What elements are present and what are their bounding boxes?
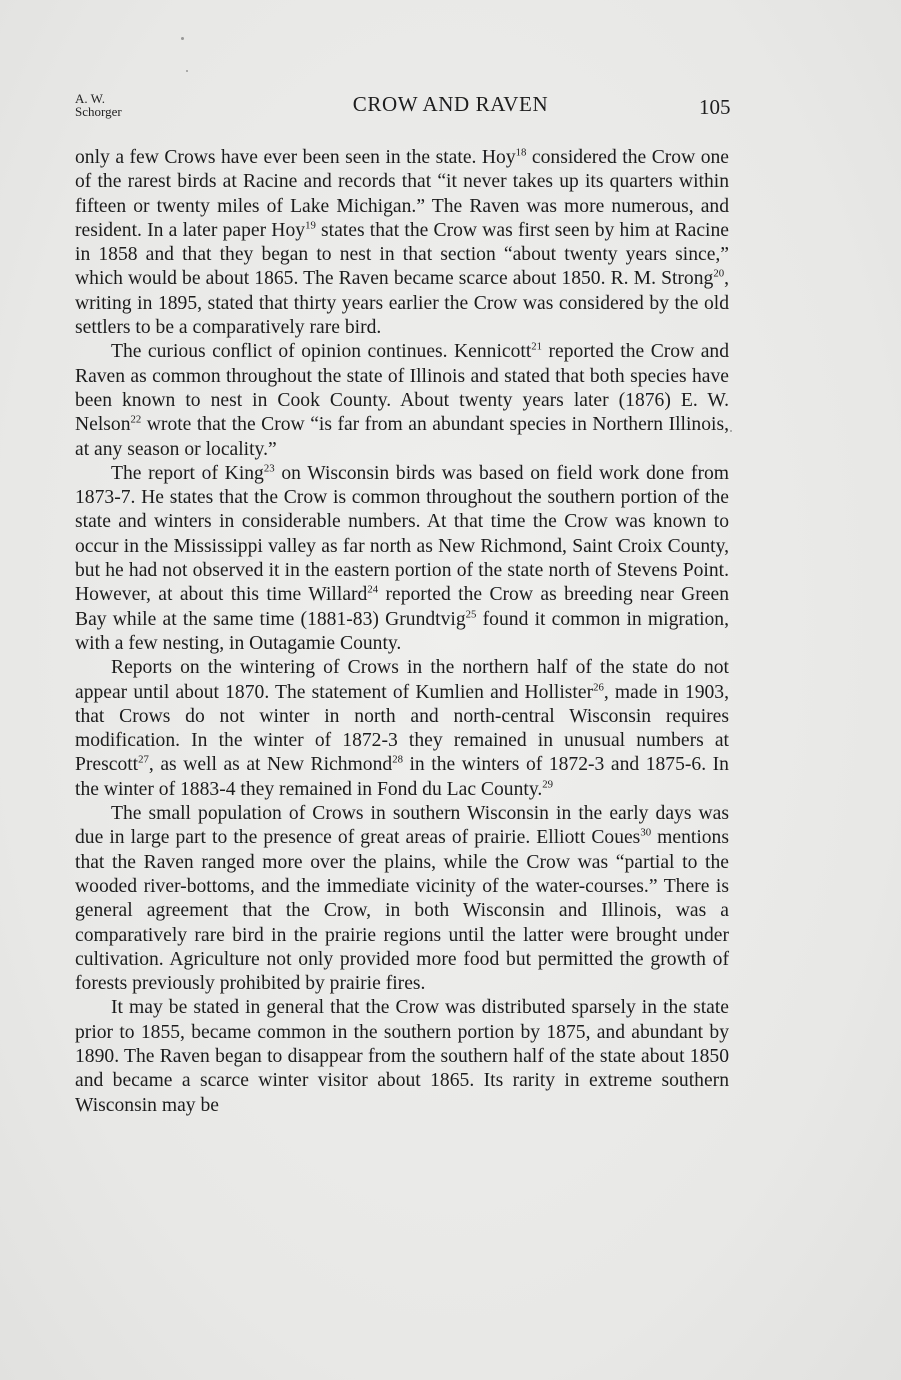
author-initials: A. W.	[75, 91, 105, 106]
footnote-ref: 19	[305, 219, 316, 232]
footnote-ref: 29	[542, 777, 554, 790]
text-run: , as well as at New Richmond	[148, 754, 393, 776]
text-run: reported the Crow as breeding near Green Bay while at the same time (1881-83) Grundtvig	[75, 584, 729, 630]
text-run: considered the Crow one of the rarest birds at Racine and records that “it never takes up its quarters within fifteen or twenty miles of Lake Michigan.” The Raven was more numerous, and resident. In a later paper Hoy	[75, 147, 730, 241]
paragraph	[75, 340, 729, 461]
text-run: wrote that the Crow “is far from an abundant species in Northern Illinois, at any season or locality.”	[75, 414, 729, 460]
text-run: It may be stated in general that the Crow was distributed sparsely in the state prior to 1855, became common in the southern portion by 1875, and abundant by 1890. The Raven began to disappear from the southern half of the state about 1850 and became a scarce winter visitor about 1865. Its rarity in extreme southern Wisconsin may be	[75, 997, 729, 1116]
text-run: The report of King	[111, 462, 264, 484]
text-run: states that the Crow was first seen by him at Racine in 1858 and that they began to nest in that section “about twenty years since,” which would be about 1865. The Raven became scarce about 1850. R. M. Strong	[75, 219, 729, 290]
footnote-ref: 20	[713, 267, 725, 280]
paper-speck	[730, 430, 732, 432]
footnote-ref: 27	[138, 753, 149, 766]
footnote-ref: 30	[640, 826, 652, 839]
text-run: reported the Crow and Raven as common throughout the state of Illinois and stated that both species have been known to nest in Cook County. About twenty years later (1876) E. W. Nelson	[75, 341, 730, 436]
footnote-ref: 21	[531, 340, 543, 353]
paragraph	[75, 462, 729, 656]
text-run: , made in 1903, that Crows do not winter in north and north-central Wisconsin requires modification. In the winter of 1872-3 they remained in unusual numbers at Prescott	[75, 681, 729, 776]
text-run: Reports on the wintering of Crows in the northern half of the state do not appear until about 1870. The statement of Kumlien and Hollister	[75, 657, 729, 703]
running-title: CROW AND RAVEN	[352, 92, 549, 116]
text-run: , writing in 1895, stated that thirty years earlier the Crow was considered by the old settlers to be a comparatively rare bird.	[75, 268, 729, 339]
text-run: found it common in migration, with a few nesting, in Outagamie County.	[75, 608, 730, 654]
footnote-ref: 25	[465, 607, 477, 620]
text-run: The curious conflict of opinion continues. Kennicott	[111, 341, 532, 363]
page-number: 105	[699, 95, 731, 119]
paragraph	[75, 146, 729, 340]
paragraph	[75, 996, 729, 1117]
footnote-ref: 26	[593, 680, 604, 693]
text-run: only a few Crows have ever been seen in the state. Hoy	[75, 147, 516, 168]
text-run: on Wisconsin birds was based on field work done from 1873-7. He states that the Crow is common throughout the southern portion of the state and winters in considerable numbers. At that time the Crow was known to occur in the Mississippi valley as far north as New Richmond, Saint Croix County, but he had not observed it in the eastern portion of the state north of Stevens Point. However, at about this time Willard	[75, 462, 730, 606]
footnote-ref: 23	[263, 462, 275, 475]
footnote-ref: 18	[515, 146, 527, 159]
body-text	[75, 146, 729, 1118]
text-run: mentions that the Raven ranged more over the plains, while the Crow was “partial to the wooded river-bottoms, and the immediate vicinity of the water-courses.” There is general agreement that the Crow, in both Wisconsin and Illinois, was a comparatively rare bird in the prairie regions until the latter were brought under cultivation. Agriculture not only provided more food but permitted the growth of forests previously prohibited by prairie fires.	[75, 827, 729, 995]
footnote-ref: 22	[130, 413, 142, 426]
footnote-ref: 24	[367, 583, 379, 596]
paragraph	[75, 802, 729, 996]
page-header	[0, 0, 901, 140]
text-run: in the winters of 1872-3 and 1875-6. In the winter of 1883-4 they remained in Fond du Lac County.	[75, 754, 729, 800]
text-run: The small population of Crows in southern Wisconsin in the early days was due in large part to the presence of great areas of prairie. Elliott Coues	[75, 803, 729, 849]
author-surname: Schorger	[75, 104, 122, 119]
footnote-ref: 28	[392, 753, 403, 766]
paragraph	[75, 656, 729, 802]
